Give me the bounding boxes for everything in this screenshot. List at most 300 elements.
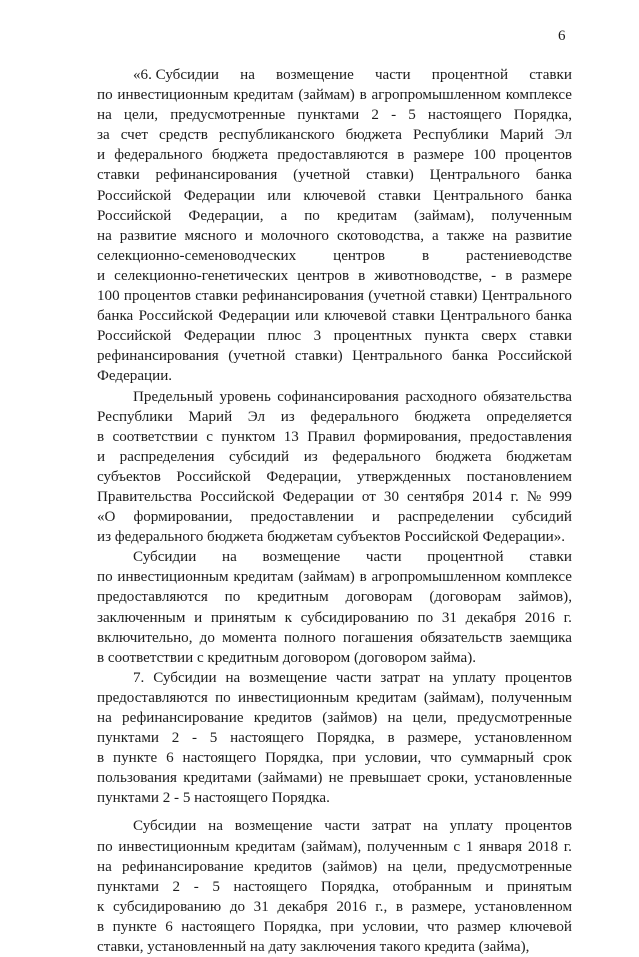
word: республиканского [218,127,335,144]
word: настоящего [182,750,257,767]
word: размере [521,267,572,284]
word: Центрального [429,167,520,184]
word: Российской [176,468,251,485]
text-line [97,608,572,628]
word: бюджета [414,408,471,425]
text-line [97,366,572,386]
text-line [97,857,572,877]
word: (займами) [257,770,323,787]
text-line [97,688,572,708]
text-line [97,728,572,748]
word: к [97,898,105,915]
word: г. [563,609,572,626]
word: Эл [554,127,572,144]
word: по [97,569,113,586]
word: ключевой [509,918,572,935]
word: растениеводстве [466,247,572,264]
word: агропромышленном [371,569,501,586]
text-line [97,186,572,206]
word: момента [222,629,277,646]
word: на [208,818,223,835]
word: рефинансирование [122,858,244,875]
word: предоставлении [250,509,354,526]
word: 2 [371,107,379,124]
text-line [97,165,572,185]
word: погашения [343,629,413,646]
text-line [97,145,572,165]
word: субсидированию [112,898,222,915]
word: размере, [407,730,462,747]
word: расходного [405,388,477,405]
word: кредитам [336,207,398,224]
word: на [428,669,444,686]
text-line [97,547,572,567]
text-line [97,567,572,587]
text-line [97,85,572,105]
word: и [244,227,253,244]
word: размере, [411,898,466,915]
word: в [387,730,395,747]
word: 2016 [524,609,555,626]
word: из федерального бюджета бюджетам субъектов Российской Федерации». [97,529,566,546]
word: 3 [313,328,322,345]
word: принятым [506,878,572,895]
word: инвестиционным [118,838,230,855]
word: Субсидии [153,669,217,686]
word: процентной [431,67,509,83]
word: федерального [332,448,421,465]
word: при [332,750,356,767]
word: Российской [97,207,172,224]
word: пунктами [97,878,159,895]
text-line [97,226,572,246]
word: инвестиционным [117,87,229,104]
word: или [267,187,291,204]
word: ставки) [429,288,478,305]
word: распределения [119,448,215,465]
word: кредитов [253,858,312,875]
word: или [295,308,319,325]
word: кредитам [356,689,417,706]
word: Порядка, [513,107,572,124]
text-line [97,628,572,648]
word: развитие [119,227,177,244]
word: средств [159,127,208,144]
word: займов), [518,589,572,606]
word: Марий [188,408,233,425]
word: возмещение [249,669,327,686]
word: предусмотренные [170,107,286,124]
word: в [397,147,405,164]
word: 2 [172,878,181,895]
word: (займам), [414,207,475,224]
word: размере [413,147,464,164]
word: суммарный [460,750,534,767]
word: по [224,589,241,606]
word: уплату [449,818,494,835]
word: цели, [412,710,447,726]
word: кредитов [253,710,312,726]
text-line [97,387,572,407]
word: Российской [138,308,214,325]
text-line [97,487,572,507]
word: цели, [412,858,447,875]
word: ключевой [324,308,387,325]
word: 5 [209,730,218,747]
word: срок [542,750,572,767]
word: включительно, [97,629,193,646]
word: а [432,227,439,244]
word: по [97,87,113,104]
word: и [371,509,380,526]
word: рефинансирования [97,348,219,365]
word: что [430,750,452,767]
word: банка [535,308,572,325]
word: части [335,669,372,686]
word: ставки [529,549,572,566]
word: Порядка, [263,918,322,935]
word: 2018 [527,838,558,855]
word: и [97,147,106,164]
text-line [97,407,572,427]
word: что [427,918,449,935]
word: пунктом [221,428,276,445]
word: цели, [123,107,159,124]
word: софинансирования [277,388,399,405]
word: декабря [465,609,517,626]
text-line [97,286,572,306]
word: января [478,838,523,855]
word: в соответствии с кредитным договором (договором займа). [97,649,477,666]
word: не [328,770,344,787]
word: предоставляются [97,589,208,606]
word: скотоводства, [336,227,425,244]
word: от [361,488,376,505]
word: Федерации [183,187,255,204]
word: Российской [97,187,172,204]
word: на [222,549,237,566]
word: процентов [504,669,572,686]
word: в [358,267,366,284]
word: ставки [529,328,572,345]
text-line [97,648,572,668]
text-line [97,788,572,808]
page-number: 6 [558,28,566,44]
word: Республики [97,408,173,425]
word: пунктами 2 - 5 настоящего Порядка. [97,790,330,807]
word: (займов) [322,710,378,726]
word: Правил [307,428,356,445]
word: - [193,878,199,895]
word: возмещение [262,549,341,566]
word: рефинансирования [242,288,365,305]
word: Порядка, [316,730,375,747]
word: пунктами [97,730,159,747]
word: установленном [474,730,572,747]
word: бюджета [211,147,269,164]
word: формирования, [363,428,462,445]
word: 1 [465,838,474,855]
word: сентября [407,488,465,505]
word: а [280,207,288,224]
word: кредитам [235,838,296,855]
word: 2014 [472,488,503,505]
text-line [97,507,572,527]
word: животноводстве, [374,267,483,284]
word: (займам), [423,689,485,706]
word: Федерации. [97,368,173,385]
text-line [97,306,572,326]
word: Федерации, [266,468,342,485]
word: отобранным [392,878,472,895]
word: пункте [113,750,158,767]
word: предоставляются [97,689,208,706]
text-line [97,467,572,487]
text-line [97,748,572,768]
word: на [225,669,241,686]
word: размер [457,918,501,935]
word: ставки [378,187,421,204]
word: пункте [112,918,157,935]
word: кредитным [257,589,329,606]
word: возмещение [234,818,313,835]
word: 31 [441,609,457,626]
word: полученным [491,689,572,706]
word: (договорам [429,589,502,606]
word: Республики [412,127,489,144]
word: г. [510,488,519,505]
word: инвестиционным [117,569,229,586]
word: (учетной [228,348,286,365]
word: установленном [474,898,572,915]
word: «6. Субсидии [133,67,219,83]
word: пункта [424,328,469,345]
paragraph [97,65,572,387]
word: пользования [97,770,177,787]
word: на [387,710,403,726]
word: кредитам [233,569,294,586]
word: с [206,428,213,445]
word: по [417,609,434,626]
word: в [395,898,403,915]
word: в [97,918,105,935]
text-line [97,266,572,286]
word: бюджета [345,127,402,144]
word: на [387,858,403,875]
word: процентов [123,288,192,305]
word: обязательства [483,388,572,405]
text-line [97,877,572,897]
word: принятым [210,609,276,626]
word: плюс [267,328,302,345]
word: установленные [474,770,572,787]
word: селекционно-семеноводческих [97,247,297,264]
word: на [97,227,112,244]
word: договорам [345,589,413,606]
word: (займам), [301,838,362,855]
word: предусмотренные [456,710,572,726]
word: на [423,818,438,835]
word: комплексе [505,87,572,104]
word: и [97,267,106,284]
word: обязательств [420,629,503,646]
word: также [446,227,485,244]
word: в [421,247,430,264]
word: Российской [200,488,275,505]
word: банка [535,187,572,204]
text-line [97,937,572,957]
word: ставки [195,288,238,305]
word: части [365,549,402,566]
word: части [374,67,411,83]
word: процентов [504,147,572,164]
word: определяется [486,408,572,425]
text-line [97,346,572,366]
text-line [97,447,572,467]
word: - [491,267,497,284]
word: 5 [212,878,220,895]
word: Эл [247,408,266,425]
paragraph [97,668,572,809]
word: из [280,408,295,425]
word: процентной [427,549,504,566]
word: субъектов [97,468,161,485]
word: и [485,878,494,895]
paragraph [97,387,572,548]
word: рефинансирование [122,710,244,726]
paragraph [97,547,572,668]
word: заключенным [97,609,186,626]
word: Субсидии [133,818,197,835]
word: 6 [165,918,173,935]
word: 2016 [336,898,367,915]
text-line [97,897,572,917]
word: на [97,107,112,124]
word: настоящего [427,107,502,124]
word: по [215,689,231,706]
word: (займам) [298,569,355,586]
text-line [97,917,572,937]
word: центров [333,247,385,264]
word: из [303,448,318,465]
text-line [97,427,572,447]
word: центров [297,267,350,284]
word: кредитами [183,770,252,787]
word: на [97,858,112,875]
word: в [359,569,367,586]
word: Центрального [352,348,443,365]
word: по [304,207,320,224]
word: сроки, [427,770,469,787]
word: распределении [397,509,494,526]
word: настоящего [181,918,255,935]
word: условии, [362,918,419,935]
word: инвестиционным [237,689,350,706]
word: процентных [333,328,413,345]
word: постановлением [466,468,572,485]
text-line [97,587,572,607]
word: (учетной [368,288,426,305]
word: ставки [529,67,572,83]
word: Правительства [97,488,192,505]
word: молочного [260,227,329,244]
word: (займам) [298,87,355,104]
word: формировании, [133,509,233,526]
text-line [97,708,572,728]
word: селекционно-генетических [114,267,289,284]
word: федерального [310,408,399,425]
word: Российской [497,348,572,365]
word: Предельный [133,388,214,405]
word: Центрального [433,187,524,204]
word: развитие [515,227,572,244]
word: 6 [166,750,174,767]
word: - [192,730,198,747]
word: ключевой [303,187,366,204]
word: настоящего [230,730,304,747]
text-line [97,527,572,547]
word: 31 [253,898,269,915]
word: Центрального [481,288,572,305]
word: и [194,609,203,626]
word: 999 [549,488,572,505]
word: Федерации [183,328,256,345]
word: бюджета [435,448,492,465]
word: Российской [97,328,172,345]
text-line [97,246,572,266]
text-line [97,206,572,226]
word: (учетной [293,167,351,184]
word: «О [97,509,116,526]
word: полученным [367,838,448,855]
word: субсидий [228,448,290,465]
word: при [330,918,354,935]
word: декабря [277,898,328,915]
word: до [199,629,215,646]
word: (займов) [322,858,378,875]
word: ставки [97,167,140,184]
word: субсидированию [300,609,409,626]
word: ставки) [366,167,414,184]
word: комплексе [505,569,572,586]
word: ставки [391,308,435,325]
text-line [97,65,572,85]
word: за [97,127,110,144]
word: 30 [383,488,399,505]
word: Федерации [218,308,290,325]
word: Порядка, [265,750,324,767]
word: 100 [97,288,120,305]
word: - [391,107,397,124]
word: г. [563,838,572,855]
word: затрат [380,669,420,686]
word: в [97,750,105,767]
word: настоящего [233,878,308,895]
word: в [359,87,367,104]
word: банка [535,167,572,184]
word: на [240,67,255,83]
word: в [97,428,105,445]
word: до [229,898,246,915]
word: 13 [283,428,299,445]
word: в [505,267,513,284]
word: счет [120,127,148,144]
word: полного [283,629,336,646]
word: с [453,838,461,855]
word: 7. [133,669,145,686]
word: предоставляются [277,147,389,164]
word: рефинансирования [155,167,278,184]
